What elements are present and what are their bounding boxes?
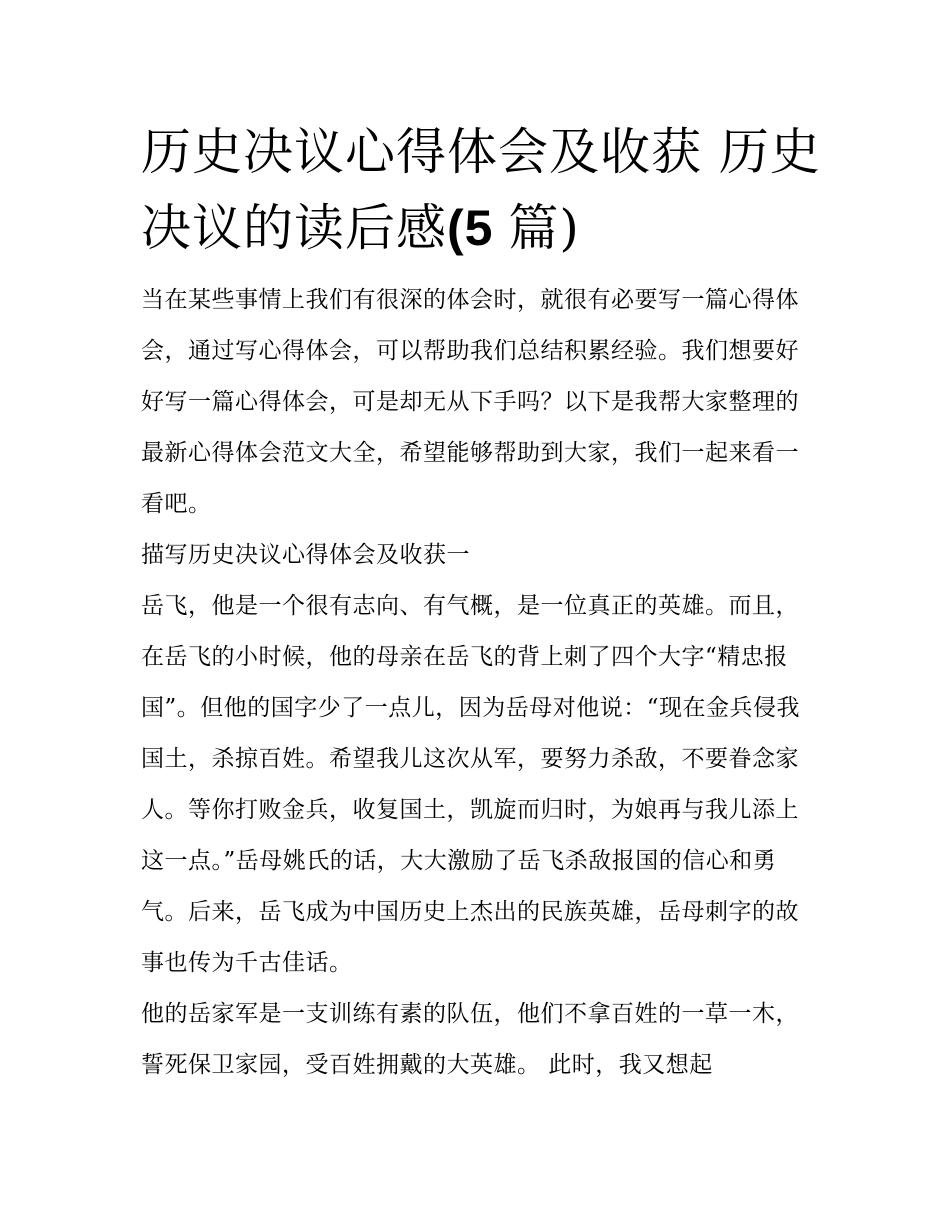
document-body — [141, 275, 821, 1091]
body-paragraph: 岳飞，他是一个很有志向、有气概，是一位真正的英雄。而且，在岳飞的小时候，他的母亲在岳飞的背上刺了四个大字“精忠报国”。但他的国字少了一点儿，因为岳母对他说：“现在金兵侵我国土，杀掠百姓。希望我儿这次从军，要努力杀敌，不要眷念家人。等你打败金兵，收复国土，凯旋而归时，为娘再与我儿添上这一点。”岳母姚氏的话，大大激励了岳飞杀敌报国的信心和勇气。后来，岳飞成为中国历史上杰出的民族英雄，岳母刺字的故事也传为千古佳话。 — [141, 593, 801, 976]
title-count: (5 — [447, 200, 509, 256]
section-heading: 描写历史决议心得体会及收获一 — [141, 542, 470, 568]
intro-paragraph: 当在某些事情上我们有很深的体会时，就很有必要写一篇心得体会，通过写心得体会，可以帮助我们总结积累经验。我们想要好好写一篇心得体会，可是却无从下手吗？以下是我帮大家整理的最新心得体会范文大全，希望能够帮助到大家，我们一起来看一看吧。 — [141, 287, 799, 517]
document-title — [141, 114, 821, 266]
title-main: 历史决议心得体会及收获 历史决议的读后感 — [141, 123, 821, 257]
body-paragraph: 他的岳家军是一支训练有素的队伍，他们不拿百姓的一草一木，誓死保卫家园，受百姓拥戴的大英雄。 此时，我又想起 — [141, 1001, 799, 1078]
title-end: 篇) — [508, 199, 580, 257]
